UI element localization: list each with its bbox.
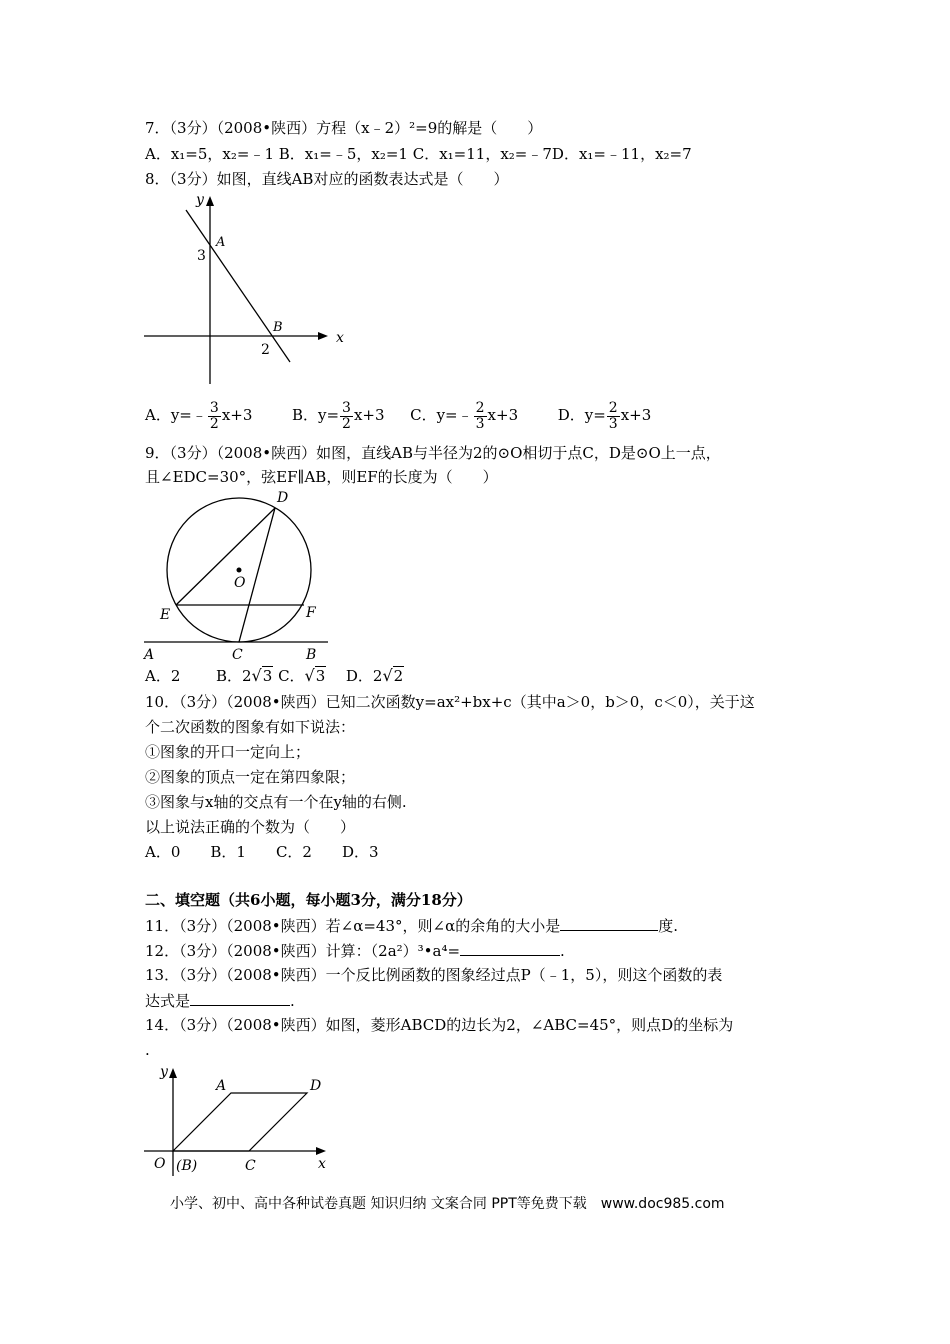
q8-option-b: B．y= $\frac{3}{2}$ x+3 xyxy=(291,399,385,432)
q9-label-a: A xyxy=(144,647,155,662)
q14-x-arrow xyxy=(316,1147,326,1155)
q10-options: A．0 B．1 C．2 D．3 xyxy=(145,843,379,861)
q9-segment-de xyxy=(176,508,275,605)
q8-option-d: D．y= $\frac{2}{3}$ x+3 xyxy=(557,399,652,432)
q8-x-arrow xyxy=(318,332,328,340)
page-footer: 小学、初中、高中各种试卷真题 知识归纳 文案合同 PPT等免费下载 www.doc985.com xyxy=(170,1196,725,1212)
q13-blank xyxy=(190,990,290,1006)
q8-option-c: C．y=﹣ $\frac{2}{3}$ x+3 xyxy=(410,399,519,432)
q14-label-y: y xyxy=(160,1064,168,1080)
q9-option-c: C．√3 xyxy=(278,666,326,685)
q8-label-y: y xyxy=(196,192,204,208)
q8-label-2: 2 xyxy=(261,342,270,358)
q8-label-a: A xyxy=(216,235,226,250)
q8-options xyxy=(145,398,651,432)
q14-label-d: D xyxy=(310,1078,322,1094)
q10-stem-line1: 10．（3分）（2008•陕西）已知二次函数y=ax²+bx+c（其中a＞0，b＞0，c＜0），关于这 xyxy=(145,693,755,711)
q9-label-c: C xyxy=(232,647,243,662)
q14-label-c: C xyxy=(245,1158,256,1174)
section-2-heading: 二、填空题（共6小题，每小题3分，满分18分） xyxy=(145,891,472,909)
q14-label-b: (B) xyxy=(176,1158,198,1174)
q9-label-b: B xyxy=(306,647,317,662)
q14-line1: 14．（3分）（2008•陕西）如图，菱形ABCD的边长为2，∠ABC=45°，则点D的坐标为 xyxy=(145,1016,734,1034)
q10-statement-1: ①图象的开口一定向上； xyxy=(145,743,311,761)
q8-figure xyxy=(140,188,360,388)
q9-option-b: B．2√3 xyxy=(215,666,273,685)
q10-ask: 以上说法正确的个数为（ ） xyxy=(145,818,356,836)
q9-label-d: D xyxy=(277,490,289,506)
q10-stem-line2: 个二次函数的图象有如下说法： xyxy=(145,718,356,736)
q8-y-arrow xyxy=(206,196,214,206)
q14-y-arrow xyxy=(169,1068,177,1078)
q9-label-e: E xyxy=(160,607,171,623)
q9-figure xyxy=(140,487,340,662)
q8-label-b: B xyxy=(273,320,283,335)
q8-option-a: A．y=﹣ $\frac{3}{2}$ x+3 xyxy=(145,399,253,432)
q7-stem: 7．（3分）（2008•陕西）方程（x﹣2）²=9的解是（ ） xyxy=(145,119,543,137)
q14-label-x: x xyxy=(318,1156,326,1172)
q14-rhombus xyxy=(173,1093,307,1151)
q11: 11．（3分）（2008•陕西）若∠α=43°，则∠α的余角的大小是 度. xyxy=(145,917,678,935)
q10-statement-2: ②图象的顶点一定在第四象限； xyxy=(145,768,356,786)
q14-figure xyxy=(140,1058,340,1178)
q8-label-x: x xyxy=(336,330,344,346)
q9-stem-line1: 9．（3分）（2008•陕西）如图，直线AB与半径为2的⊙O相切于点C，D是⊙O上一点， xyxy=(145,444,721,462)
q9-center-dot xyxy=(237,568,242,573)
q14-label-a: A xyxy=(216,1078,227,1094)
q14-label-o: O xyxy=(154,1156,166,1172)
q14-line2: . xyxy=(145,1041,150,1059)
q8-line-ab xyxy=(186,210,290,362)
q9-option-d: D．2√2 xyxy=(345,666,404,685)
q9-stem-line2: 且∠EDC=30°，弦EF∥AB，则EF的长度为（ ） xyxy=(145,468,498,486)
q9-label-f: F xyxy=(306,605,316,621)
q8-label-3: 3 xyxy=(197,248,206,264)
q9-options xyxy=(145,666,404,686)
q10-statement-3: ③图象与x轴的交点有一个在y轴的右侧. xyxy=(145,793,407,811)
q12: 12．（3分）（2008•陕西）计算：（2a²）³•a⁴= . xyxy=(145,942,565,960)
q13-line1: 13．（3分）（2008•陕西）一个反比例函数的图象经过点P（﹣1，5），则这个函数的表 xyxy=(145,966,723,984)
q8-stem: 8．（3分）如图，直线AB对应的函数表达式是（ ） xyxy=(145,170,509,188)
q13-line2: 达式是 . xyxy=(145,992,295,1010)
q9-label-o: O xyxy=(234,575,246,591)
q12-blank xyxy=(460,940,560,956)
q11-blank xyxy=(560,915,658,931)
q7-options: A．x₁=5，x₂=﹣1 B．x₁=﹣5，x₂=1 C．x₁=11，x₂=﹣7D．x₁=﹣11，x₂=7 xyxy=(145,145,692,163)
q9-option-a: A．2 xyxy=(145,667,181,685)
